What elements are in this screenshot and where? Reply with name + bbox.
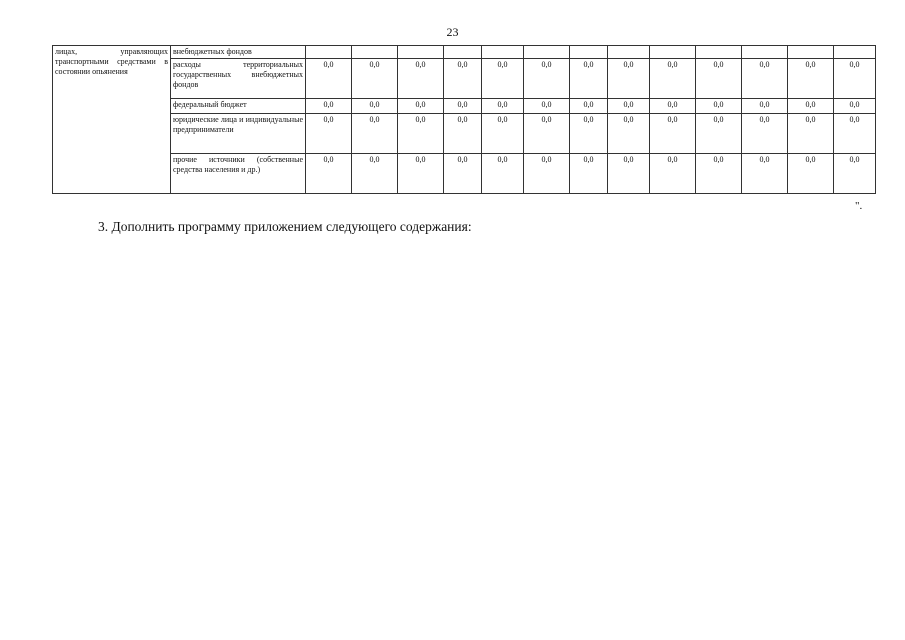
table-row bbox=[53, 154, 876, 194]
value-cell bbox=[788, 46, 834, 59]
value-cell: 0,0 bbox=[570, 99, 608, 114]
value-cell: 0,0 bbox=[482, 99, 524, 114]
value-cell: 0,0 bbox=[444, 114, 482, 154]
value-cell: 0,0 bbox=[524, 59, 570, 99]
value-cell: 0,0 bbox=[570, 154, 608, 194]
value-cell: 0,0 bbox=[834, 114, 876, 154]
value-cell: 0,0 bbox=[650, 114, 696, 154]
page-number: 23 bbox=[446, 25, 459, 39]
table-row bbox=[53, 99, 876, 114]
value-cell: 0,0 bbox=[834, 154, 876, 194]
value-cell: 0,0 bbox=[482, 154, 524, 194]
value-cell: 0,0 bbox=[444, 99, 482, 114]
value-cell: 0,0 bbox=[834, 99, 876, 114]
value-cell: 0,0 bbox=[742, 59, 788, 99]
value-cell: 0,0 bbox=[742, 114, 788, 154]
value-cell: 0,0 bbox=[834, 59, 876, 99]
source-cell: федеральный бюджет bbox=[171, 99, 306, 114]
value-cell bbox=[570, 46, 608, 59]
value-cell: 0,0 bbox=[742, 99, 788, 114]
source-cell: юридические лица и индивидуальные предприниматели bbox=[171, 114, 306, 154]
value-cell bbox=[352, 46, 398, 59]
value-cell: 0,0 bbox=[788, 99, 834, 114]
value-cell: 0,0 bbox=[650, 154, 696, 194]
value-cell bbox=[742, 46, 788, 59]
value-cell: 0,0 bbox=[482, 59, 524, 99]
value-cell: 0,0 bbox=[696, 114, 742, 154]
source-cell: внебюджетных фондов bbox=[171, 46, 306, 59]
value-cell: 0,0 bbox=[608, 154, 650, 194]
value-cell: 0,0 bbox=[788, 154, 834, 194]
value-cell: 0,0 bbox=[352, 99, 398, 114]
value-cell: 0,0 bbox=[352, 154, 398, 194]
value-cell: 0,0 bbox=[398, 99, 444, 114]
value-cell: 0,0 bbox=[352, 59, 398, 99]
value-cell: 0,0 bbox=[352, 114, 398, 154]
category-cell: лицах, управляющих транспортными средствами в состоянии опьянения bbox=[53, 46, 171, 194]
value-cell bbox=[696, 46, 742, 59]
value-cell: 0,0 bbox=[608, 99, 650, 114]
value-cell bbox=[444, 46, 482, 59]
source-cell: прочие источники (собственные средства населения и др.) bbox=[171, 154, 306, 194]
value-cell: 0,0 bbox=[306, 99, 352, 114]
value-cell: 0,0 bbox=[650, 99, 696, 114]
value-cell bbox=[306, 46, 352, 59]
value-cell: 0,0 bbox=[306, 114, 352, 154]
value-cell bbox=[608, 46, 650, 59]
value-cell: 0,0 bbox=[398, 59, 444, 99]
value-cell: 0,0 bbox=[696, 154, 742, 194]
table-row bbox=[53, 59, 876, 99]
value-cell: 0,0 bbox=[608, 114, 650, 154]
closing-quote: ". bbox=[855, 200, 863, 212]
value-cell: 0,0 bbox=[444, 59, 482, 99]
value-cell: 0,0 bbox=[524, 99, 570, 114]
value-cell bbox=[398, 46, 444, 59]
table-row bbox=[53, 114, 876, 154]
value-cell: 0,0 bbox=[398, 154, 444, 194]
value-cell: 0,0 bbox=[788, 59, 834, 99]
source-cell: расходы территориальных государственных внебюджетных фондов bbox=[171, 59, 306, 99]
value-cell: 0,0 bbox=[482, 114, 524, 154]
value-cell bbox=[650, 46, 696, 59]
value-cell bbox=[482, 46, 524, 59]
paragraph-text: 3. Дополнить программу приложением следующего содержания: bbox=[98, 219, 472, 234]
value-cell: 0,0 bbox=[788, 114, 834, 154]
value-cell: 0,0 bbox=[570, 114, 608, 154]
value-cell: 0,0 bbox=[306, 154, 352, 194]
value-cell: 0,0 bbox=[570, 59, 608, 99]
value-cell: 0,0 bbox=[444, 154, 482, 194]
value-cell: 0,0 bbox=[398, 114, 444, 154]
value-cell: 0,0 bbox=[742, 154, 788, 194]
value-cell: 0,0 bbox=[650, 59, 696, 99]
value-cell bbox=[524, 46, 570, 59]
value-cell: 0,0 bbox=[696, 59, 742, 99]
value-cell: 0,0 bbox=[524, 154, 570, 194]
value-cell: 0,0 bbox=[306, 59, 352, 99]
value-cell: 0,0 bbox=[696, 99, 742, 114]
value-cell: 0,0 bbox=[608, 59, 650, 99]
value-cell: 0,0 bbox=[524, 114, 570, 154]
budget-table bbox=[52, 45, 876, 194]
table-row bbox=[53, 46, 876, 59]
value-cell bbox=[834, 46, 876, 59]
